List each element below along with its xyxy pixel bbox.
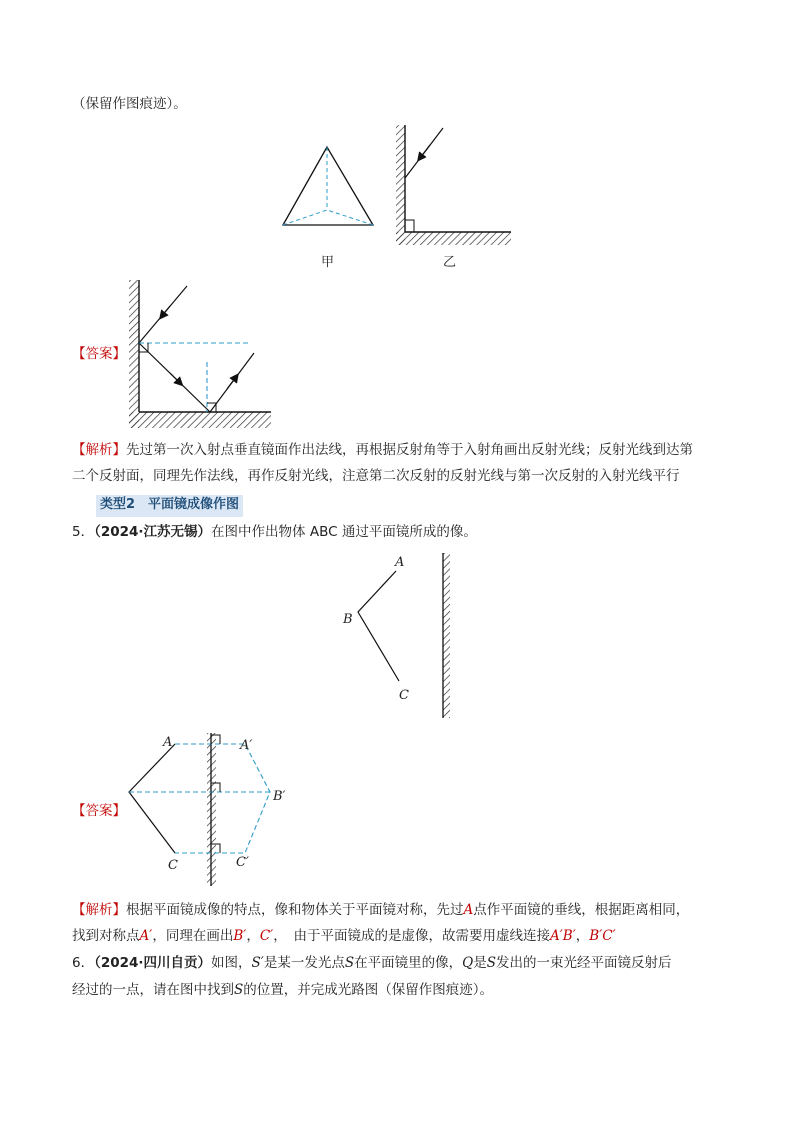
q5-label-B: B [343, 612, 353, 627]
analysis-q4-line2: 二个反射面，同理先作法线，再作反射光线，注意第二次反射的反射光线与第一次反射的入射光线平行 [72, 468, 680, 484]
label-yi: 乙 [443, 255, 457, 270]
analysis-q5-line1 [72, 901, 689, 919]
q5-ans-label-A2: A′ [240, 738, 253, 753]
question-6-line1 [72, 954, 671, 972]
q6-source: （2024·四川自贡） [94, 955, 212, 971]
q5-an-l3: 找到对称点 [72, 928, 140, 944]
analysis-tag-q4: 【解析】 [72, 442, 126, 458]
q5-an-l4: ，同理在画出 [152, 928, 234, 944]
q5-label-A: A [395, 555, 405, 570]
q5-an-A: A [463, 902, 474, 918]
q5-an-C2: C′ [259, 928, 274, 944]
q5-label-C: C [399, 688, 409, 703]
analysis-q4-text1: 先过第一次入射点垂直镜面作出法线，再根据反射角等于入射角画出反射光线；反射光线到达第 [126, 442, 693, 458]
q6-l1b: 是某一发光点 [263, 955, 345, 971]
q5-number: 5． [72, 524, 95, 540]
q5-an-l1: 根据平面镜成像的特点，像和物体关于平面镜对称，先过 [126, 902, 464, 918]
q5-text: 在图中作出物体 ABC 通过平面镜所成的像。 [211, 524, 477, 540]
q5-an-AB: A′B′ [549, 928, 576, 944]
question-6-line2 [72, 981, 493, 999]
q5-an-BC: B′C′ [589, 928, 616, 944]
q6-l1c: 在平面镜里的像， [354, 955, 463, 971]
q5-an-sep2: ， [575, 928, 590, 944]
q6-l2b: 的位置，并完成光路图（保留作图痕迹）。 [243, 982, 493, 998]
q5-source: （2024·江苏无锡） [94, 524, 212, 540]
q5-an-sep1: ， [246, 928, 260, 944]
q6-S2: S′ [251, 955, 264, 971]
q5-ans-label-A: A [163, 735, 173, 750]
q6-number: 6． [72, 955, 95, 971]
q5-an-l2: 点作平面镜的垂线，根据距离相同， [473, 902, 690, 918]
q6-S-c: S [234, 982, 244, 998]
q5-ans-label-B2: B′ [273, 789, 286, 804]
q6-S-b: S [486, 955, 496, 971]
q5-an-B2: B′ [233, 928, 247, 944]
label-jia: 甲 [321, 255, 335, 270]
q6-l1d: 是 [473, 955, 487, 971]
q6-Q: Q [462, 955, 474, 971]
q5-ans-label-C: C [168, 858, 178, 873]
answer-tag-q5: 【答案】 [72, 803, 126, 819]
q6-l2a: 经过的一点，请在图中找到 [72, 982, 234, 998]
top-note: （保留作图痕迹）。 [72, 96, 187, 112]
section-title: 类型2 平面镜成像作图 [96, 495, 243, 517]
q6-l1a: 如图， [211, 955, 252, 971]
q6-S: S [344, 955, 355, 971]
q5-an-l5: ， 由于平面镜成的是虚像，故需要用虚线连接 [273, 928, 550, 944]
answer-tag-q4: 【答案】 [72, 346, 126, 362]
q5-ans-label-C2: C′ [236, 855, 249, 870]
q5-an-A2: A′ [139, 928, 153, 944]
analysis-q5-line2 [72, 927, 616, 945]
analysis-tag-q5: 【解析】 [72, 902, 126, 918]
q6-l1e: 发出的一束光经平面镜反射后 [495, 955, 672, 971]
